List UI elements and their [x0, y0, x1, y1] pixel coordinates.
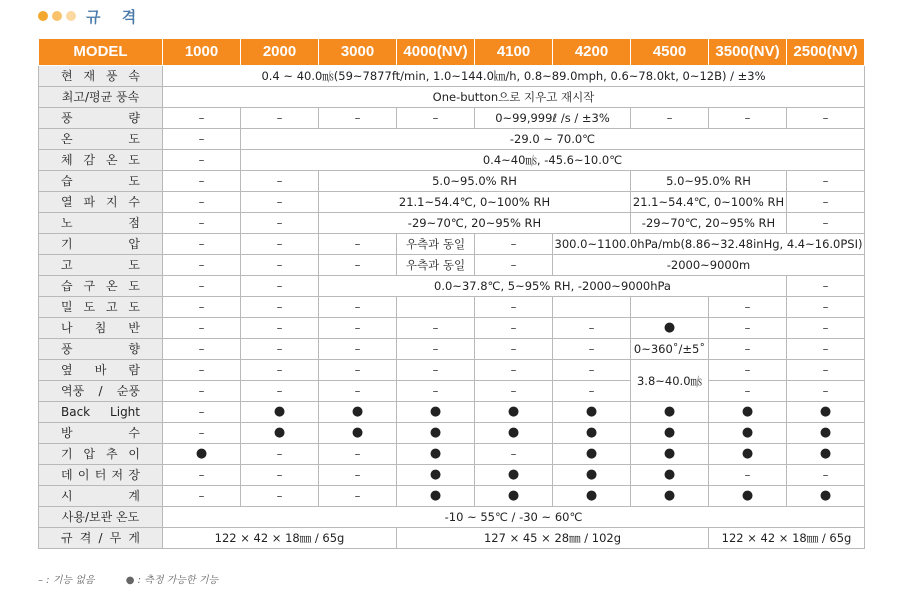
column-header: 2000: [241, 39, 319, 66]
table-row: [39, 297, 865, 318]
legend-none: – : 기능 없음: [38, 575, 95, 586]
table-row: [39, 213, 865, 234]
table-cell: –: [787, 318, 865, 339]
table-cell: –: [709, 360, 787, 381]
table-cell: –: [163, 213, 241, 234]
table-cell: –: [163, 192, 241, 213]
table-cell: –: [787, 381, 865, 402]
row-label: 온 도: [39, 129, 163, 150]
table-cell: –: [553, 339, 631, 360]
table-cell: –: [319, 444, 397, 465]
table-cell: –: [631, 108, 709, 129]
table-cell: –: [163, 465, 241, 486]
table-row: [39, 171, 865, 192]
table-cell: –: [709, 297, 787, 318]
table-cell: –: [163, 339, 241, 360]
feature-dot: ●: [319, 402, 397, 423]
table-cell: -29~70℃, 20~95% RH: [631, 213, 787, 234]
table-cell: –: [163, 150, 241, 171]
row-label: 습 도: [39, 171, 163, 192]
feature-dot: ●: [553, 465, 631, 486]
table-cell: –: [319, 486, 397, 507]
table-cell: –: [319, 318, 397, 339]
title-dot-1: [38, 11, 48, 21]
legend-available: ● : 측정 가능한 기능: [125, 575, 219, 586]
column-header: 4500: [631, 39, 709, 66]
table-row: [39, 87, 865, 108]
table-cell: One-button으로 지우고 재시작: [163, 87, 865, 108]
spec-table: [38, 38, 865, 549]
table-row: [39, 360, 865, 381]
row-label: 시 계: [39, 486, 163, 507]
legend: [38, 571, 246, 586]
table-cell: –: [319, 108, 397, 129]
column-header: 3500(NV): [709, 39, 787, 66]
feature-dot: ●: [163, 444, 241, 465]
row-label: 기 압 추 이: [39, 444, 163, 465]
table-cell: –: [319, 360, 397, 381]
table-cell: 0~99,999ℓ /s / ±3%: [475, 108, 631, 129]
table-cell: –: [241, 381, 319, 402]
table-cell: –: [241, 444, 319, 465]
table-row: [39, 465, 865, 486]
table-cell: –: [787, 360, 865, 381]
feature-dot: ●: [553, 402, 631, 423]
table-cell: –: [787, 171, 865, 192]
column-header: 3000: [319, 39, 397, 66]
table-cell: 300.0~1100.0hPa/mb(8.86~32.48inHg, 4.4~16.0PSI): [553, 234, 865, 255]
row-label: 노 점: [39, 213, 163, 234]
table-cell: –: [397, 108, 475, 129]
table-cell: -2000~9000m: [553, 255, 865, 276]
table-row: [39, 339, 865, 360]
table-cell: –: [163, 318, 241, 339]
table-cell: –: [241, 255, 319, 276]
feature-dot: ●: [709, 402, 787, 423]
table-row: [39, 486, 865, 507]
table-cell: –: [709, 381, 787, 402]
table-cell: 0.4~40㎧, -45.6~10.0℃: [241, 150, 865, 171]
feature-dot: ●: [787, 423, 865, 444]
table-cell: –: [787, 465, 865, 486]
table-cell: [397, 297, 475, 318]
table-cell: 0.0~37.8℃, 5~95% RH, -2000~9000hPa: [319, 276, 787, 297]
header-row: [39, 39, 865, 66]
feature-dot: ●: [553, 486, 631, 507]
table-cell: –: [787, 297, 865, 318]
table-cell: –: [475, 444, 553, 465]
table-cell: –: [787, 213, 865, 234]
table-cell: -10 ~ 55℃ / -30 ~ 60℃: [163, 507, 865, 528]
feature-dot: ●: [709, 444, 787, 465]
row-label: 열 파 지 수: [39, 192, 163, 213]
table-cell: –: [787, 108, 865, 129]
table-cell: –: [163, 423, 241, 444]
column-header: 4000(NV): [397, 39, 475, 66]
table-cell: –: [163, 402, 241, 423]
column-header: 2500(NV): [787, 39, 865, 66]
feature-dot: ●: [631, 444, 709, 465]
table-cell: –: [163, 360, 241, 381]
table-row: [39, 129, 865, 150]
table-row: [39, 192, 865, 213]
row-label: 습 구 온 도: [39, 276, 163, 297]
feature-dot: ●: [631, 465, 709, 486]
feature-dot: ●: [553, 423, 631, 444]
table-cell: 122 × 42 × 18㎜ / 65g: [709, 528, 865, 549]
feature-dot: ●: [241, 423, 319, 444]
row-label: 방 수: [39, 423, 163, 444]
table-cell: –: [787, 276, 865, 297]
table-cell: –: [553, 360, 631, 381]
table-cell: –: [241, 465, 319, 486]
row-label: 풍 향: [39, 339, 163, 360]
table-row: [39, 318, 865, 339]
table-cell: –: [709, 108, 787, 129]
table-cell: –: [241, 276, 319, 297]
row-label: 밀 도 고 도: [39, 297, 163, 318]
table-cell: –: [709, 339, 787, 360]
feature-dot: ●: [241, 402, 319, 423]
row-label: 규 격 / 무 게: [39, 528, 163, 549]
table-cell: –: [475, 360, 553, 381]
column-header: 4100: [475, 39, 553, 66]
table-cell: 21.1~54.4℃, 0~100% RH: [631, 192, 787, 213]
table-cell: [553, 297, 631, 318]
row-label: 풍 량: [39, 108, 163, 129]
table-cell: 0.4 ~ 40.0㎧(59~7877ft/min, 1.0~144.0㎞/h, 0.8~89.0mph, 0.6~78.0kt, 0~12B) / ±3%: [163, 66, 865, 87]
row-label: 체 감 온 도: [39, 150, 163, 171]
feature-dot: ●: [553, 444, 631, 465]
row-label: 최고/평균 풍속: [39, 87, 163, 108]
table-cell: –: [787, 192, 865, 213]
table-cell: –: [397, 318, 475, 339]
table-cell: –: [553, 381, 631, 402]
table-cell: –: [163, 129, 241, 150]
table-cell: -29~70℃, 20~95% RH: [319, 213, 631, 234]
table-row: [39, 402, 865, 423]
table-row: [39, 276, 865, 297]
feature-dot: ●: [631, 402, 709, 423]
table-cell: 127 × 45 × 28㎜ / 102g: [397, 528, 709, 549]
feature-dot: ●: [475, 402, 553, 423]
table-cell: –: [241, 360, 319, 381]
table-row: [39, 234, 865, 255]
row-label: 현 재 풍 속: [39, 66, 163, 87]
feature-dot: ●: [787, 444, 865, 465]
row-label: 역풍 / 순풍: [39, 381, 163, 402]
table-row: [39, 444, 865, 465]
table-cell: 우측과 동일: [397, 234, 475, 255]
table-cell: 0~360˚/±5˚: [631, 339, 709, 360]
table-cell: 5.0~95.0% RH: [631, 171, 787, 192]
table-cell: –: [163, 234, 241, 255]
table-row: [39, 507, 865, 528]
feature-dot: ●: [787, 402, 865, 423]
table-cell: –: [241, 108, 319, 129]
table-cell: –: [397, 381, 475, 402]
table-cell: –: [241, 339, 319, 360]
feature-dot: ●: [397, 465, 475, 486]
table-cell: 122 × 42 × 18㎜ / 65g: [163, 528, 397, 549]
table-row: [39, 423, 865, 444]
table-cell: –: [319, 234, 397, 255]
table-cell: –: [709, 318, 787, 339]
row-label: Back Light: [39, 402, 163, 423]
table-cell: 3.8~40.0㎧: [631, 360, 709, 402]
row-label: 사용/보관 온도: [39, 507, 163, 528]
table-cell: 5.0~95.0% RH: [319, 171, 631, 192]
table-cell: –: [241, 318, 319, 339]
table-cell: –: [397, 360, 475, 381]
table-row: [39, 66, 865, 87]
table-row: [39, 108, 865, 129]
row-label: 고 도: [39, 255, 163, 276]
row-label: 나 침 반: [39, 318, 163, 339]
table-cell: –: [241, 486, 319, 507]
column-header: 1000: [163, 39, 241, 66]
feature-dot: ●: [397, 423, 475, 444]
table-cell: –: [475, 234, 553, 255]
table-row: [39, 528, 865, 549]
table-cell: [631, 297, 709, 318]
feature-dot: ●: [709, 423, 787, 444]
table-cell: –: [163, 171, 241, 192]
table-cell: –: [319, 297, 397, 318]
table-cell: –: [475, 381, 553, 402]
feature-dot: ●: [319, 423, 397, 444]
feature-dot: ●: [475, 486, 553, 507]
table-cell: 우측과 동일: [397, 255, 475, 276]
table-cell: –: [163, 276, 241, 297]
row-label: 데 이 터 저 장: [39, 465, 163, 486]
feature-dot: ●: [631, 318, 709, 339]
table-cell: –: [319, 255, 397, 276]
feature-dot: ●: [709, 486, 787, 507]
table-cell: –: [475, 297, 553, 318]
table-cell: –: [397, 339, 475, 360]
table-cell: –: [163, 486, 241, 507]
section-title: [38, 5, 144, 27]
feature-dot: ●: [631, 423, 709, 444]
table-cell: –: [475, 318, 553, 339]
column-header: MODEL: [39, 39, 163, 66]
table-cell: –: [475, 339, 553, 360]
table-cell: –: [241, 213, 319, 234]
table-cell: –: [241, 297, 319, 318]
table-cell: –: [241, 171, 319, 192]
table-cell: 21.1~54.4℃, 0~100% RH: [319, 192, 631, 213]
table-cell: –: [241, 234, 319, 255]
table-cell: –: [709, 465, 787, 486]
column-header: 4200: [553, 39, 631, 66]
table-cell: –: [787, 339, 865, 360]
title-text: 규 격: [86, 7, 145, 26]
table-cell: –: [163, 108, 241, 129]
table-cell: –: [319, 465, 397, 486]
feature-dot: ●: [397, 402, 475, 423]
table-cell: –: [163, 255, 241, 276]
title-dot-2: [52, 11, 62, 21]
table-cell: –: [475, 255, 553, 276]
feature-dot: ●: [397, 486, 475, 507]
table-row: [39, 150, 865, 171]
feature-dot: ●: [475, 423, 553, 444]
table-cell: -29.0 ~ 70.0℃: [241, 129, 865, 150]
title-dot-3: [66, 11, 76, 21]
table-cell: –: [163, 381, 241, 402]
feature-dot: ●: [475, 465, 553, 486]
table-cell: –: [553, 318, 631, 339]
feature-dot: ●: [631, 486, 709, 507]
table-cell: –: [319, 381, 397, 402]
table-cell: –: [241, 192, 319, 213]
table-cell: –: [319, 339, 397, 360]
row-label: 기 압: [39, 234, 163, 255]
feature-dot: ●: [787, 486, 865, 507]
row-label: 옆 바 람: [39, 360, 163, 381]
table-cell: –: [163, 297, 241, 318]
table-row: [39, 381, 865, 402]
feature-dot: ●: [397, 444, 475, 465]
table-row: [39, 255, 865, 276]
